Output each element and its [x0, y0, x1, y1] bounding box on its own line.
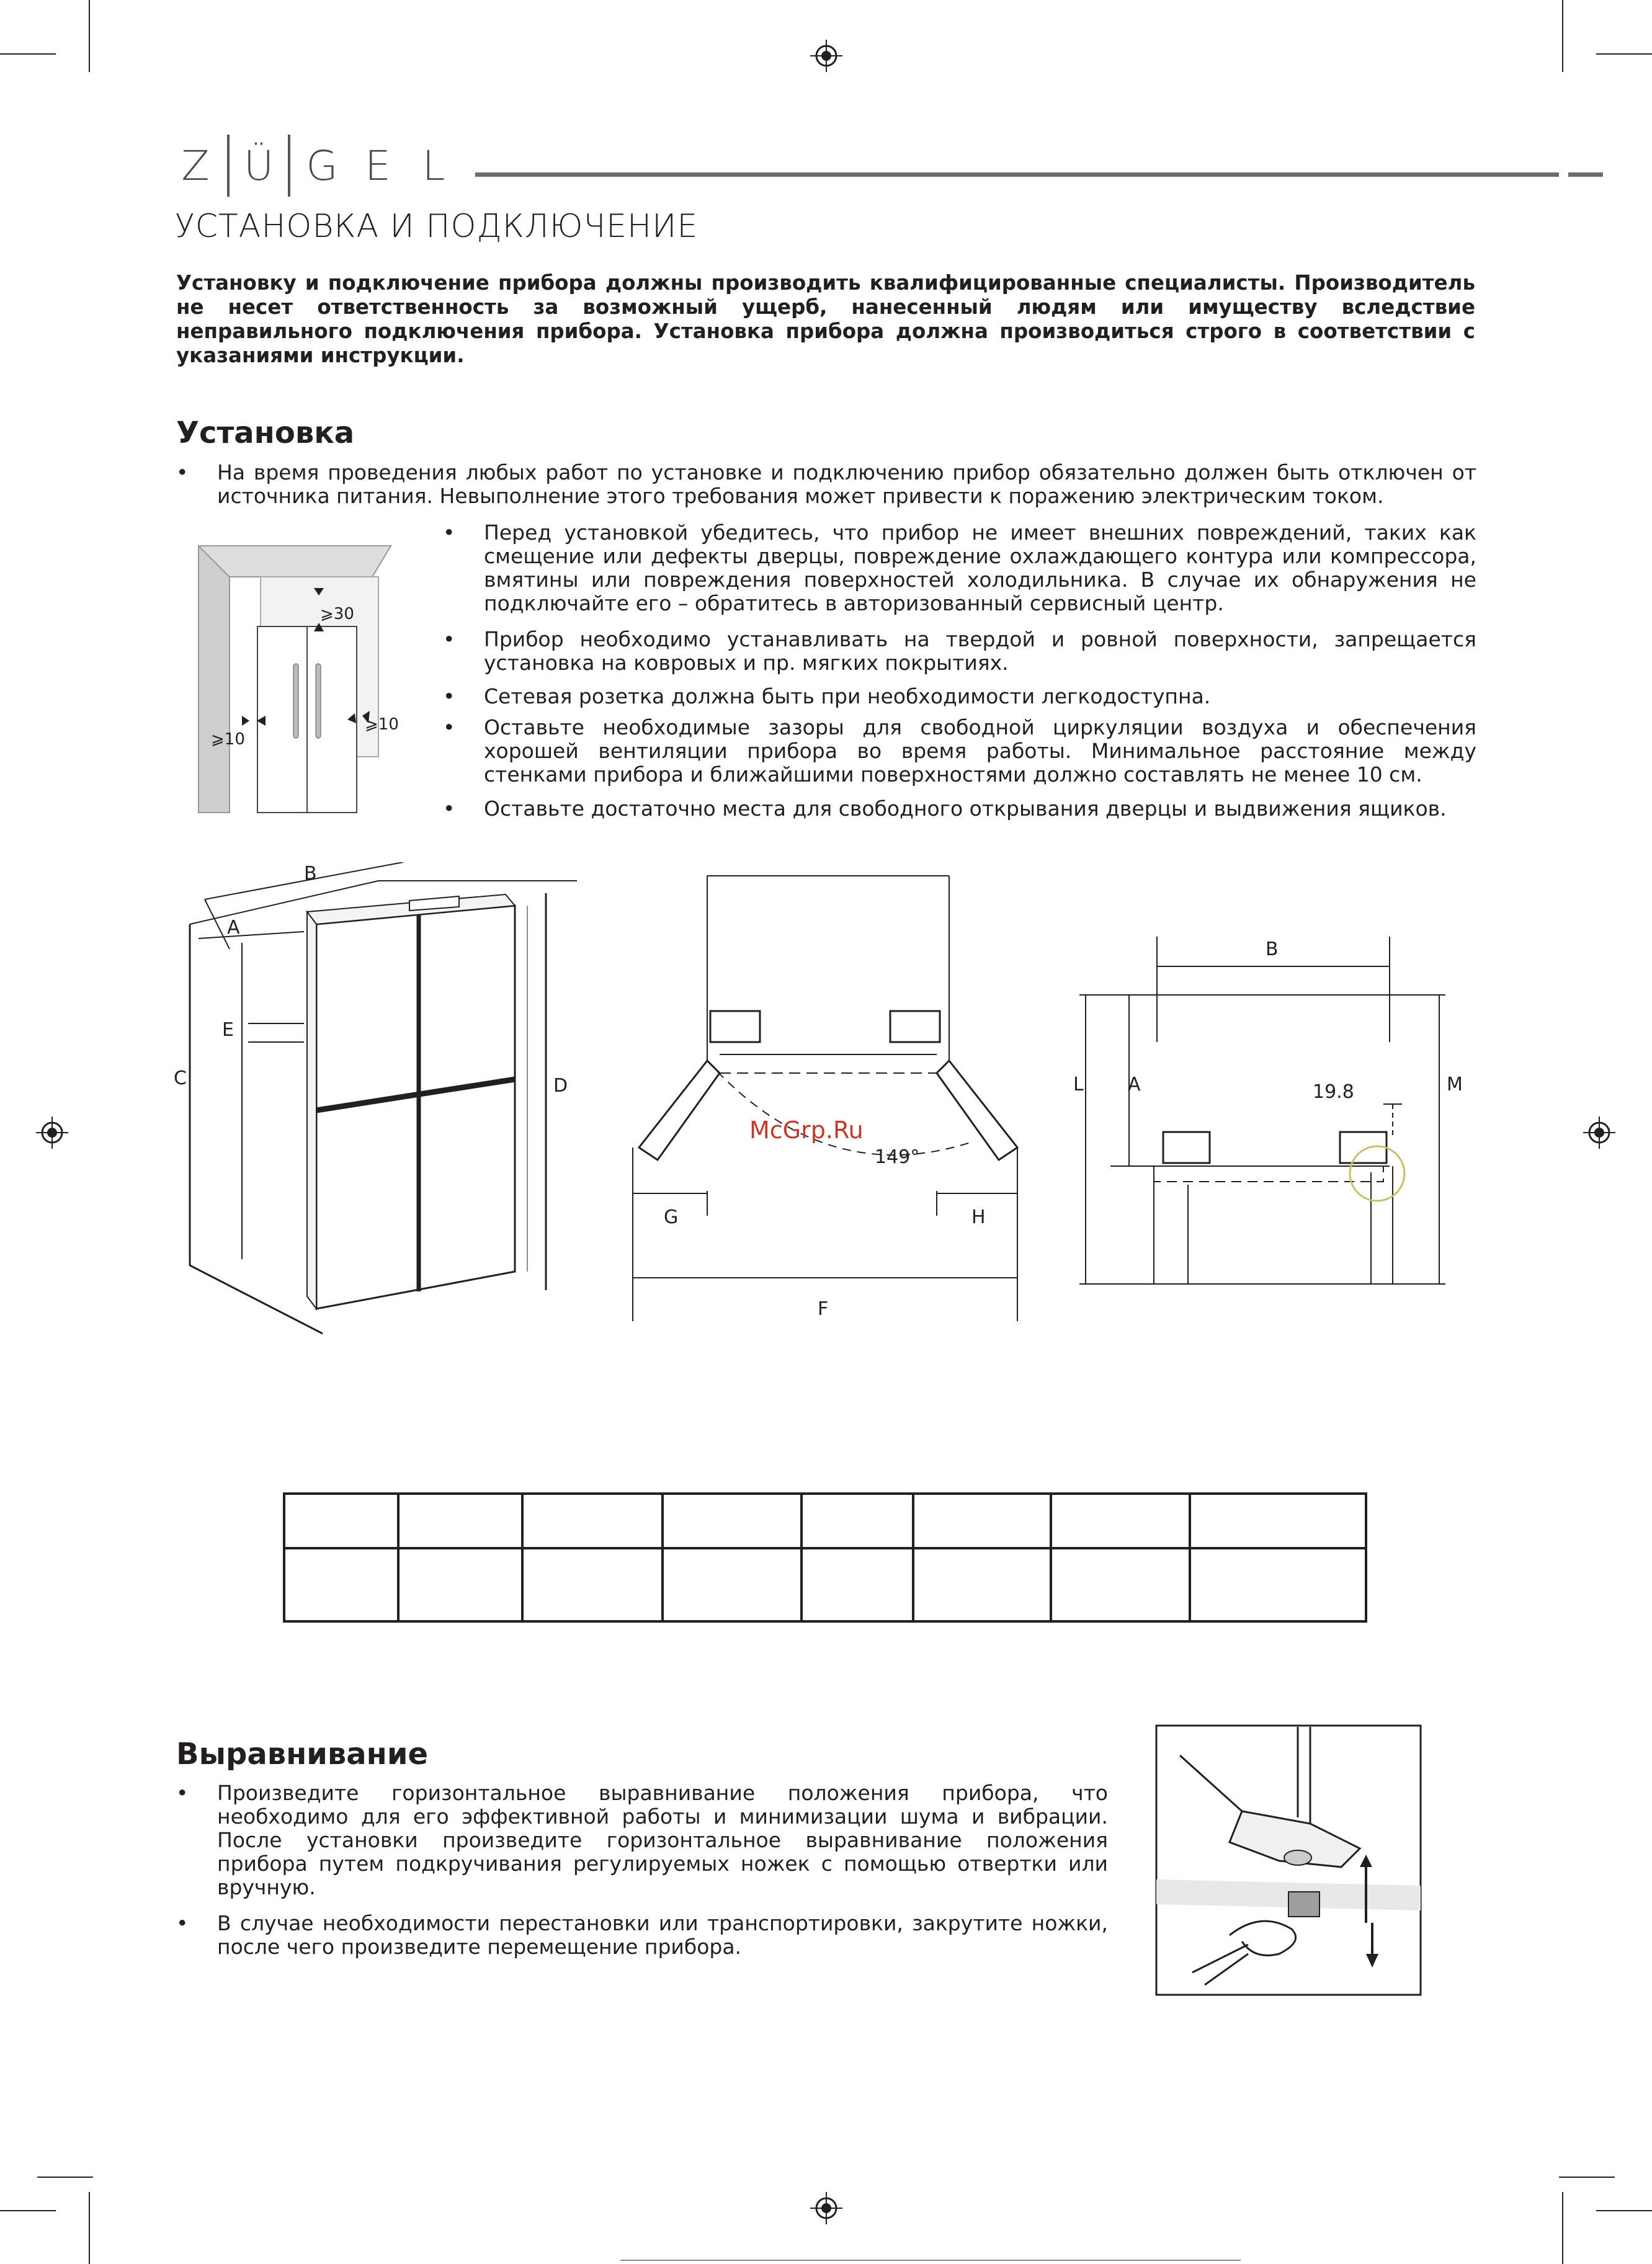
crop-mark — [1562, 2192, 1563, 2264]
bullet-text: Прибор необходимо устанавливать на твердой и ровной поверхности, запрещается установка на ковровых и пр. мягких покрытиях. — [484, 627, 1476, 675]
door-angle-label: 149° — [875, 1146, 920, 1168]
clearance-left-label: ⩾10 — [211, 730, 245, 749]
dim-label-b: B — [304, 863, 317, 885]
bullet-mark: • — [443, 715, 455, 739]
crop-mark — [1559, 2177, 1615, 2178]
table-cell — [398, 1494, 522, 1548]
install-bullet — [443, 627, 1476, 675]
dimensions-table — [283, 1492, 1367, 1623]
registration-target-icon — [36, 1116, 68, 1149]
table-cell — [284, 1548, 398, 1621]
brand-logo — [175, 143, 454, 189]
dim-label-m: M — [1447, 1074, 1463, 1095]
dim-label-b: B — [1266, 938, 1279, 960]
install-bullet — [443, 684, 1476, 708]
install-bullet — [443, 520, 1476, 615]
bullet-mark: • — [443, 520, 455, 545]
clearance-right-label: ⩾10 — [365, 715, 399, 734]
dim-label-d: D — [553, 1075, 568, 1097]
logo-letter: E — [365, 141, 391, 190]
bullet-mark: • — [176, 1781, 189, 1805]
crop-mark — [37, 2177, 93, 2178]
dim-label-l: L — [1073, 1074, 1084, 1095]
bullet-text: Произведите горизонтальное выравнивание положения прибора, что необходимо для его эффективной работы и минимизации шума и вибрации. После установки произведите горизонтальное выравнивание положения прибора путем подкручивания регулируемых ножек с помощью отвертки или вручную. — [217, 1781, 1108, 1899]
gap-value: 19.8 — [1313, 1081, 1354, 1103]
dim-label-a: A — [227, 917, 240, 938]
bullet-mark: • — [443, 796, 455, 821]
side-clearance-diagram — [1055, 930, 1489, 1303]
table-cell — [522, 1494, 663, 1548]
crop-mark — [0, 53, 56, 55]
table-cell — [801, 1548, 913, 1621]
install-bullet — [443, 715, 1476, 787]
table-cell — [913, 1548, 1051, 1621]
bullet-mark: • — [443, 684, 455, 708]
table-cell — [284, 1494, 398, 1548]
table-cell — [1051, 1548, 1190, 1621]
table-cell — [522, 1548, 663, 1621]
bullet-text: В случае необходимости перестановки или транспортировки, закрутите ножки, после чего произведите перемещение прибора. — [217, 1911, 1108, 1959]
header-rule-end — [1568, 172, 1603, 177]
crop-mark — [1596, 2210, 1652, 2211]
registration-target-icon — [1583, 1116, 1615, 1149]
table-row — [284, 1494, 1366, 1548]
logo-letter: Z — [181, 141, 210, 190]
bullet-text: Оставьте необходимые зазоры для свободной циркуляции воздуха и обеспечения хорошей вентиляции прибора во время работы. Минимальное расстояние между стенками прибора и ближайшими поверхностями должно составлять не менее 10 см. — [484, 715, 1476, 787]
install-heading: Установка — [176, 416, 355, 450]
dim-label-g: G — [664, 1206, 679, 1228]
dim-label-e: E — [222, 1019, 234, 1041]
table-row — [284, 1548, 1366, 1621]
dim-label-h: H — [971, 1206, 986, 1228]
crop-mark — [620, 2260, 1241, 2261]
logo-letter: Ü — [243, 141, 274, 190]
crop-mark — [89, 0, 90, 72]
crop-mark — [1562, 0, 1563, 72]
bullet-mark: • — [176, 1911, 189, 1935]
install-bullet — [443, 796, 1476, 821]
clearance-diagram — [192, 540, 403, 825]
fridge-dimensions-diagram — [167, 862, 602, 1346]
install-bullet — [176, 460, 1476, 508]
header-rule — [475, 172, 1559, 177]
table-cell — [801, 1494, 913, 1548]
table-cell — [1190, 1548, 1366, 1621]
leveling-heading: Выравнивание — [176, 1737, 429, 1772]
bullet-mark: • — [443, 627, 455, 651]
watermark: McGrp.Ru — [749, 1116, 864, 1144]
logo-letter-box — [227, 135, 290, 197]
page-title: УСТАНОВКА И ПОДКЛЮЧЕНИЕ — [175, 208, 699, 245]
leveling-bullet — [176, 1911, 1108, 1959]
crop-mark — [0, 2210, 56, 2211]
leveling-bullet — [176, 1781, 1108, 1899]
logo-letter: G — [306, 141, 338, 190]
logo-letter: L — [422, 141, 445, 190]
table-cell — [1190, 1494, 1366, 1548]
bullet-text: Перед установкой убедитесь, что прибор не имеет внешних повреждений, таких как смещение или дефекты дверцы, повреждение охлаждающего контура или компрессора, вмятины или повреждения поверхностей холодильника. В случае их обнаружения не подключайте его – обратитесь в авторизованный сервисный центр. — [484, 520, 1476, 615]
crop-mark — [1596, 53, 1652, 55]
bullet-mark: • — [176, 460, 189, 484]
bullet-text: Оставьте достаточно места для свободного открывания дверцы и выдвижения ящиков. — [484, 796, 1447, 821]
door-opening-diagram — [627, 868, 1030, 1327]
dim-label-f: F — [818, 1298, 829, 1320]
table-cell — [1051, 1494, 1190, 1548]
bullet-text: На время проведения любых работ по установке и подключению прибор обязательно должен быть отключен от источника питания. Невыполнение этого требования может привести к поражению электрическим током. — [217, 460, 1476, 508]
bullet-text: Сетевая розетка должна быть при необходимости легкодоступна. — [484, 684, 1211, 708]
dim-label-c: C — [174, 1067, 187, 1089]
table-cell — [663, 1548, 801, 1621]
table-cell — [663, 1494, 801, 1548]
leveling-foot-diagram — [1155, 1724, 1422, 1996]
intro-warning: Установку и подключение прибора должны производить квалифицированные специалисты. Производитель не несет ответственность за возможный ущерб, нанесенный людям или имуществу вследствие неправильного подключения прибора. Установка прибора должна производиться строго в соответствии с указаниями инструкции. — [176, 271, 1475, 367]
dim-label-a: A — [1128, 1074, 1141, 1095]
crop-mark — [89, 2192, 90, 2264]
table-cell — [913, 1494, 1051, 1548]
registration-target-icon — [810, 40, 842, 72]
registration-target-icon — [810, 2192, 842, 2224]
clearance-top-label: ⩾30 — [320, 605, 354, 623]
table-cell — [398, 1548, 522, 1621]
